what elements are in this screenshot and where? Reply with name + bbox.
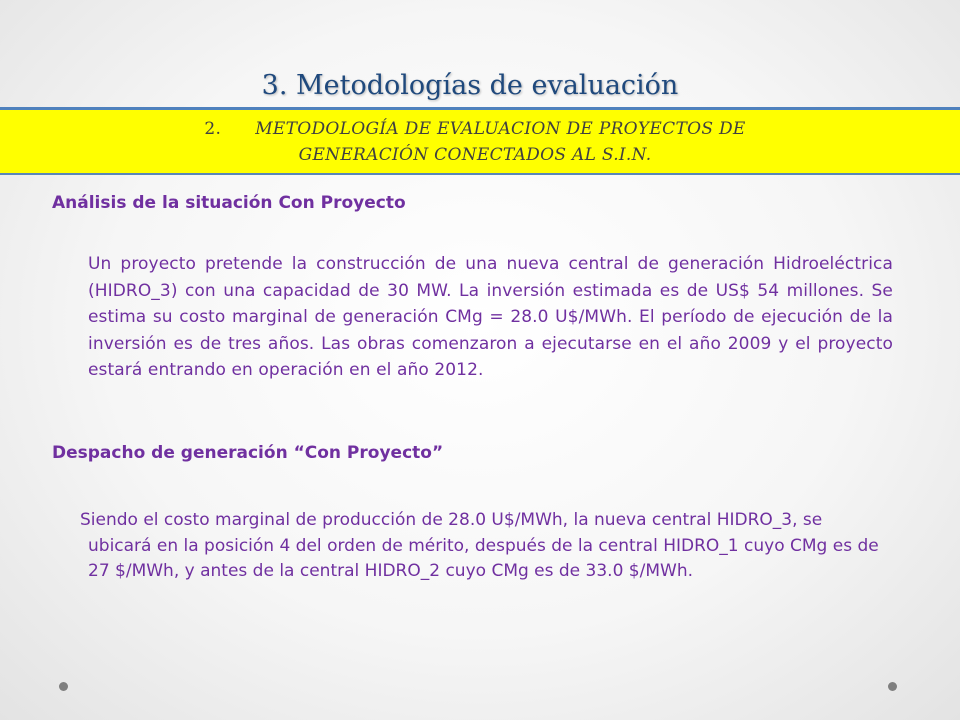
section1-body: Un proyecto pretende la construcción de una nueva central de generación Hidroeléctrica (HIDRO_3) con una capacidad de 30 MW. La inversión estimada es de US$ 54 millones. Se estima su costo marginal de generación CMg = 28.0 U$/MWh. El período de ejecución de la inversión es de tres años. Las obras comenzaron a ejecutarse en el año 2009 y el proyecto estará entrando en operación en el año 2012. <box>88 254 893 380</box>
decorative-dot-left <box>59 682 68 691</box>
banner-line-1 <box>0 119 950 139</box>
section2-body: Siendo el costo marginal de producción de 28.0 U$/MWh, la nueva central HIDRO_3, se ubicará en la posición 4 del orden de mérito, después de la central HIDRO_1 cuyo CMg es de 27 $/MWh, y antes de la central HIDRO_2 cuyo CMg es de 33.0 $/MWh. <box>80 510 879 581</box>
section1-heading: Análisis de la situación Con Proyecto <box>52 193 406 213</box>
decorative-dot-right <box>888 682 897 691</box>
section2-heading: Despacho de generación “Con Proyecto” <box>52 443 444 463</box>
banner-number: 2. <box>204 119 222 139</box>
banner-text-1: METODOLOGÍA DE EVALUACION DE PROYECTOS DE <box>255 119 746 139</box>
banner-line-2: GENERACIÓN CONECTADOS AL S.I.N. <box>298 145 652 165</box>
slide-title: 3. Metodologías de evaluación <box>261 70 679 101</box>
section-banner <box>0 107 960 175</box>
